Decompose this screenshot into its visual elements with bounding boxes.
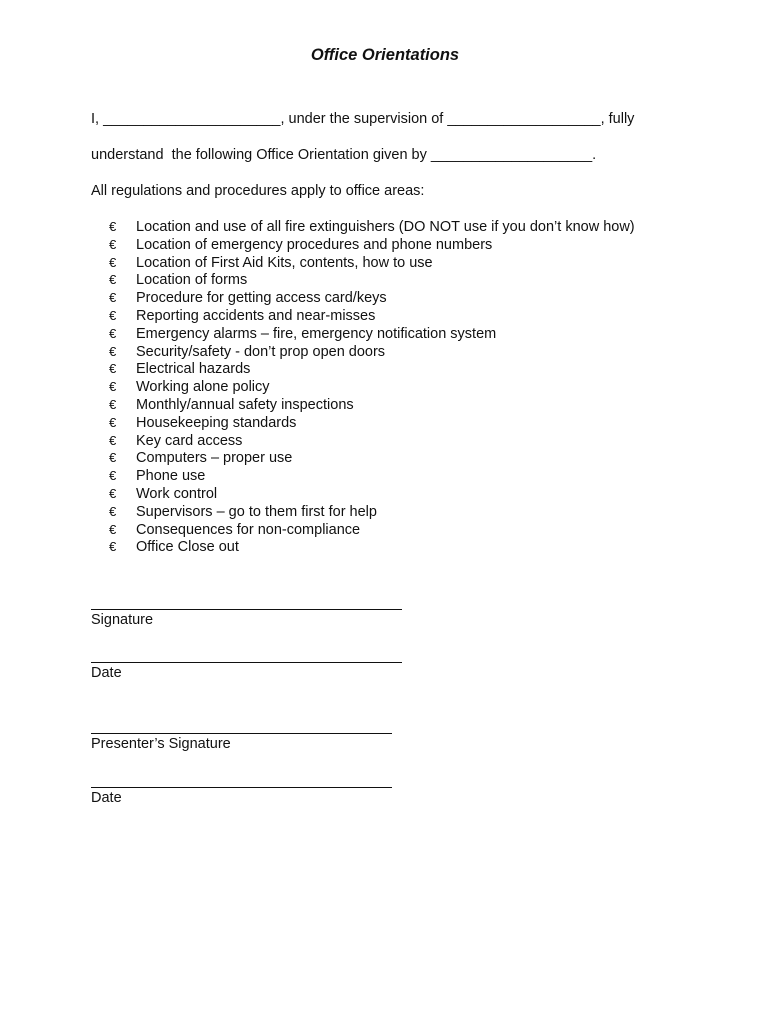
bullet-icon: € [109, 396, 117, 412]
checklist-item [109, 236, 635, 254]
bullet-icon: € [109, 485, 117, 501]
document-title: Office Orientations [310, 46, 460, 64]
bullet-icon: € [109, 379, 117, 395]
presenter-signature-line [91, 733, 392, 734]
supervision-statement: I, ______________________, under the supervision of ___________________, fully [91, 111, 635, 127]
checklist-item-label: Reporting accidents and near-misses [136, 307, 376, 324]
checklist-item [109, 485, 635, 503]
regulations-intro: All regulations and procedures apply to office areas: [91, 183, 425, 199]
checklist-item [109, 396, 635, 414]
checklist-item-label: Location and use of all fire extinguishers (DO NOT use if you don’t know how) [136, 219, 635, 235]
checklist-item [109, 343, 635, 361]
checklist-item [109, 414, 635, 432]
checklist-item [109, 432, 635, 450]
checklist-item [109, 521, 635, 539]
checklist-item-label: Emergency alarms – fire, emergency notification system [136, 325, 497, 342]
date-line [91, 662, 402, 663]
checklist-item [109, 307, 635, 325]
checklist-item-label: Electrical hazards [136, 361, 251, 378]
checklist-item [109, 378, 635, 396]
orientation-statement: understand the following Office Orientation given by ____________________. [91, 147, 597, 163]
checklist-item [109, 360, 635, 378]
checklist-item-label: Procedure for getting access card/keys [136, 290, 387, 307]
checklist-item-label: Key card access [136, 432, 243, 449]
checklist-item-label: Phone use [136, 468, 206, 485]
bullet-icon: € [109, 468, 117, 484]
checklist-item-label: Monthly/annual safety inspections [136, 396, 354, 413]
orientation-checklist [109, 218, 635, 556]
checklist-item [109, 325, 635, 343]
signature-label: Signature [91, 612, 154, 628]
presenter-signature-label: Presenter’s Signature [91, 736, 231, 752]
bullet-icon: € [109, 432, 117, 448]
checklist-item-label: Housekeeping standards [136, 414, 297, 431]
bullet-icon: € [109, 254, 117, 270]
checklist-item [109, 449, 635, 467]
bullet-icon: € [109, 272, 117, 288]
bullet-icon: € [109, 414, 117, 430]
bullet-icon: € [109, 219, 117, 234]
bullet-icon: € [109, 236, 117, 252]
signature-line [91, 609, 402, 610]
bullet-icon: € [109, 290, 117, 306]
checklist-item-label: Computers – proper use [136, 450, 293, 467]
checklist-item-label: Consequences for non-compliance [136, 521, 361, 538]
bullet-icon: € [109, 307, 117, 323]
bullet-icon: € [109, 325, 117, 341]
bullet-icon: € [109, 361, 117, 377]
checklist-item [109, 538, 635, 556]
checklist-item-label: Location of emergency procedures and phone numbers [136, 236, 493, 253]
bullet-icon: € [109, 521, 117, 537]
presenter-date-label: Date [91, 790, 122, 806]
checklist-item-label: Supervisors – go to them first for help [136, 503, 377, 520]
checklist-item-label: Office Close out [136, 539, 239, 556]
bullet-icon: € [109, 503, 117, 519]
checklist-item [109, 503, 635, 521]
checklist-item-label: Work control [136, 485, 218, 502]
checklist-item [109, 218, 635, 236]
checklist-item-label: Location of First Aid Kits, contents, how to use [136, 254, 433, 271]
checklist-item [109, 289, 635, 307]
checklist-item [109, 467, 635, 485]
bullet-icon: € [109, 343, 117, 359]
presenter-date-line [91, 787, 392, 788]
checklist-item [109, 271, 635, 289]
checklist-item [109, 254, 635, 272]
checklist-item-label: Working alone policy [136, 379, 270, 396]
checklist-item-label: Location of forms [136, 272, 248, 289]
checklist-item-label: Security/safety - don’t prop open doors [136, 343, 386, 360]
bullet-icon: € [109, 450, 117, 466]
bullet-icon: € [109, 539, 117, 555]
date-label: Date [91, 665, 122, 681]
